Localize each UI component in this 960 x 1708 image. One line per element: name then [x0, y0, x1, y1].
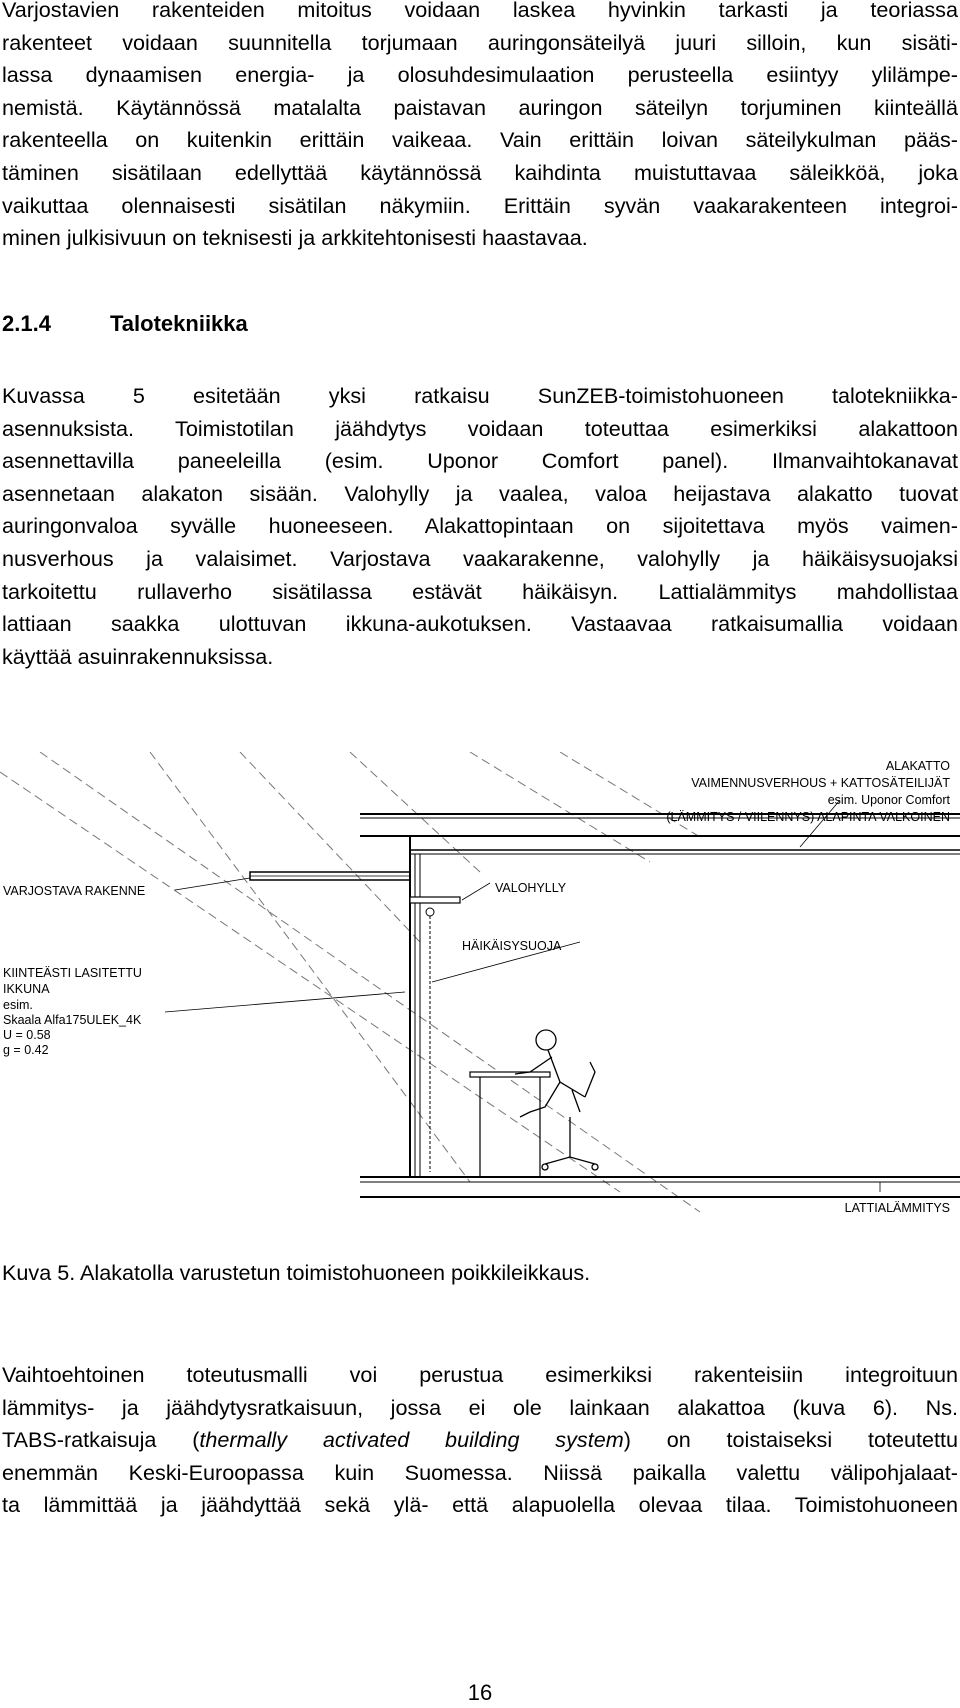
- label-kiintea-lasitettu: KIINTEÄSTI LASITETTU: [3, 966, 142, 980]
- text-line: asennetaan alakaton sisään. Valohylly ja vaalea, valoa heijastava alakatto tuovat: [2, 480, 958, 506]
- text-line: nemistä. Käytännössä matalalta paistavan auringon säteilyn torjuminen kiinteällä: [2, 94, 958, 120]
- section-title: Talotekniikka: [110, 311, 248, 336]
- text-line: [2, 1424, 958, 1457]
- text-line-italic: thermally activated building system: [199, 1427, 624, 1453]
- text-line: rakenteet voidaan suunnitella torjumaan auringonsäteilyä juuri silloin, kun sisäti-: [2, 29, 958, 55]
- text-line: lattiaan saakka ulottuvan ikkuna-aukotuksen. Vastaavaa ratkaisumallia voidaan: [2, 611, 958, 637]
- label-alakatto: ALAKATTO: [885, 759, 950, 773]
- text-line: asennuksista. Toimistotilan jäähdytys voidaan toteuttaa esimerkiksi alakattoon: [2, 415, 958, 441]
- text-line: [2, 1489, 958, 1522]
- text-line: nusverhous ja valaisimet. Varjostava vaakarakenne, valohylly ja häikäisysuojaksi: [2, 545, 958, 571]
- text-line-part: TABS-ratkaisuja (: [2, 1427, 200, 1453]
- light-shelf: [410, 897, 460, 903]
- text-line: lassa dynaamisen energia- ja olosuhdesimulaation perusteella esiintyy ylilämpe-: [2, 62, 958, 88]
- label-skaala: Skaala Alfa175ULEK_4K: [3, 1013, 142, 1027]
- text-line: tarkoitettu rullaverho sisätilassa estävät häikäisyn. Lattialämmitys mahdollistaa: [2, 578, 958, 604]
- text-line: asennettavilla paneeleilla (esim. Uponor Comfort panel). Ilmanvaihtokanavat: [2, 448, 958, 474]
- desk: [470, 1072, 550, 1177]
- figure-caption: Kuva 5. Alakatolla varustetun toimistohuoneen poikkileikkaus.: [2, 1260, 591, 1285]
- text-line-part: lämmitys- ja jäähdytysratkaisuun, jossa ei ole lainkaan alakattoa (kuva 6). Ns.: [2, 1394, 958, 1420]
- shading-structure: [250, 872, 410, 880]
- page-number: 16: [467, 1680, 493, 1705]
- label-esim-uponor: esim. Uponor Comfort: [827, 793, 950, 807]
- text-line: Kuvassa 5 esitetään yksi ratkaisu SunZEB-toimistohuoneen talotekniikka-: [2, 383, 958, 408]
- paragraph-alternative-model: [2, 1359, 958, 1522]
- text-line: rakenteella on kuitenkin erittäin vaikeaa. Vain erittäin loivan säteilykulman pääs-: [2, 127, 958, 153]
- text-line: [2, 1359, 958, 1392]
- section-number: 2.1.4: [2, 311, 51, 336]
- label-valohylly: VALOHYLLY: [495, 881, 567, 895]
- text-line: minen julkisivuun on teknisesti ja arkkitehtonisesti haastavaa.: [2, 225, 588, 251]
- paragraph-building-services: [2, 380, 958, 673]
- text-line-part: Vaihtoehtoinen toteutusmalli voi perustua esimerkiksi rakenteisiin integroituun: [2, 1362, 958, 1387]
- roller-blind: [426, 908, 434, 1172]
- text-line: käyttää asuinrakennuksissa.: [2, 643, 274, 669]
- label-lattialammitys: LATTIALÄMMITYS: [844, 1201, 950, 1215]
- text-line-part: enemmän Keski-Euroopassa kuin Suomessa. Niissä paikalla valettu välipohjalaat-: [2, 1459, 958, 1485]
- paragraph-shading-structures: [2, 0, 958, 255]
- label-ikkuna: IKKUNA: [3, 982, 50, 996]
- text-line-part: ) on toistaiseksi toteutettu: [623, 1427, 958, 1453]
- label-varjostava-rakenne: VARJOSTAVA RAKENNE: [3, 884, 146, 898]
- leader-lines: [165, 800, 880, 1192]
- text-line: [2, 1457, 958, 1490]
- label-g-value: g = 0.42: [3, 1043, 49, 1057]
- text-line-part: ta lämmittää ja jäähdyttää sekä ylä- että alapuolella olevaa tilaa. Toimistohuoneen: [2, 1492, 958, 1518]
- cross-section-figure: [0, 752, 960, 1222]
- text-line: vaikuttaa olennaisesti sisätilan näkymiin. Erittäin syvän vaakarakenteen integroi-: [2, 192, 958, 218]
- floor-slab: [360, 1177, 960, 1197]
- text-line: täminen sisätilaan edellyttää käytännössä kaihdinta muistuttavaa säleikköä, joka: [2, 159, 958, 185]
- label-vaimennus: VAIMENNUSVERHOUS + KATTOSÄTEILIJÄT: [691, 776, 950, 790]
- label-lammitys: (LÄMMITYS / VIILENNYS) ALAPINTA VALKOINEN: [666, 810, 950, 824]
- label-haikaisysuoja: HÄIKÄISYSUOJA: [462, 939, 562, 953]
- section-heading: [2, 311, 248, 337]
- text-line: Varjostavien rakenteiden mitoitus voidaan laskea hyvinkin tarkasti ja teoriassa: [2, 0, 958, 22]
- text-line: auringonvaloa syvälle huoneeseen. Alakattopintaan on sijoitettava myös vaimen-: [2, 513, 958, 539]
- text-line: [2, 1392, 958, 1425]
- window-wall: [410, 836, 420, 1177]
- label-u-value: U = 0.58: [3, 1028, 51, 1042]
- label-esim: esim.: [3, 998, 33, 1012]
- sun-rays: [0, 752, 700, 1212]
